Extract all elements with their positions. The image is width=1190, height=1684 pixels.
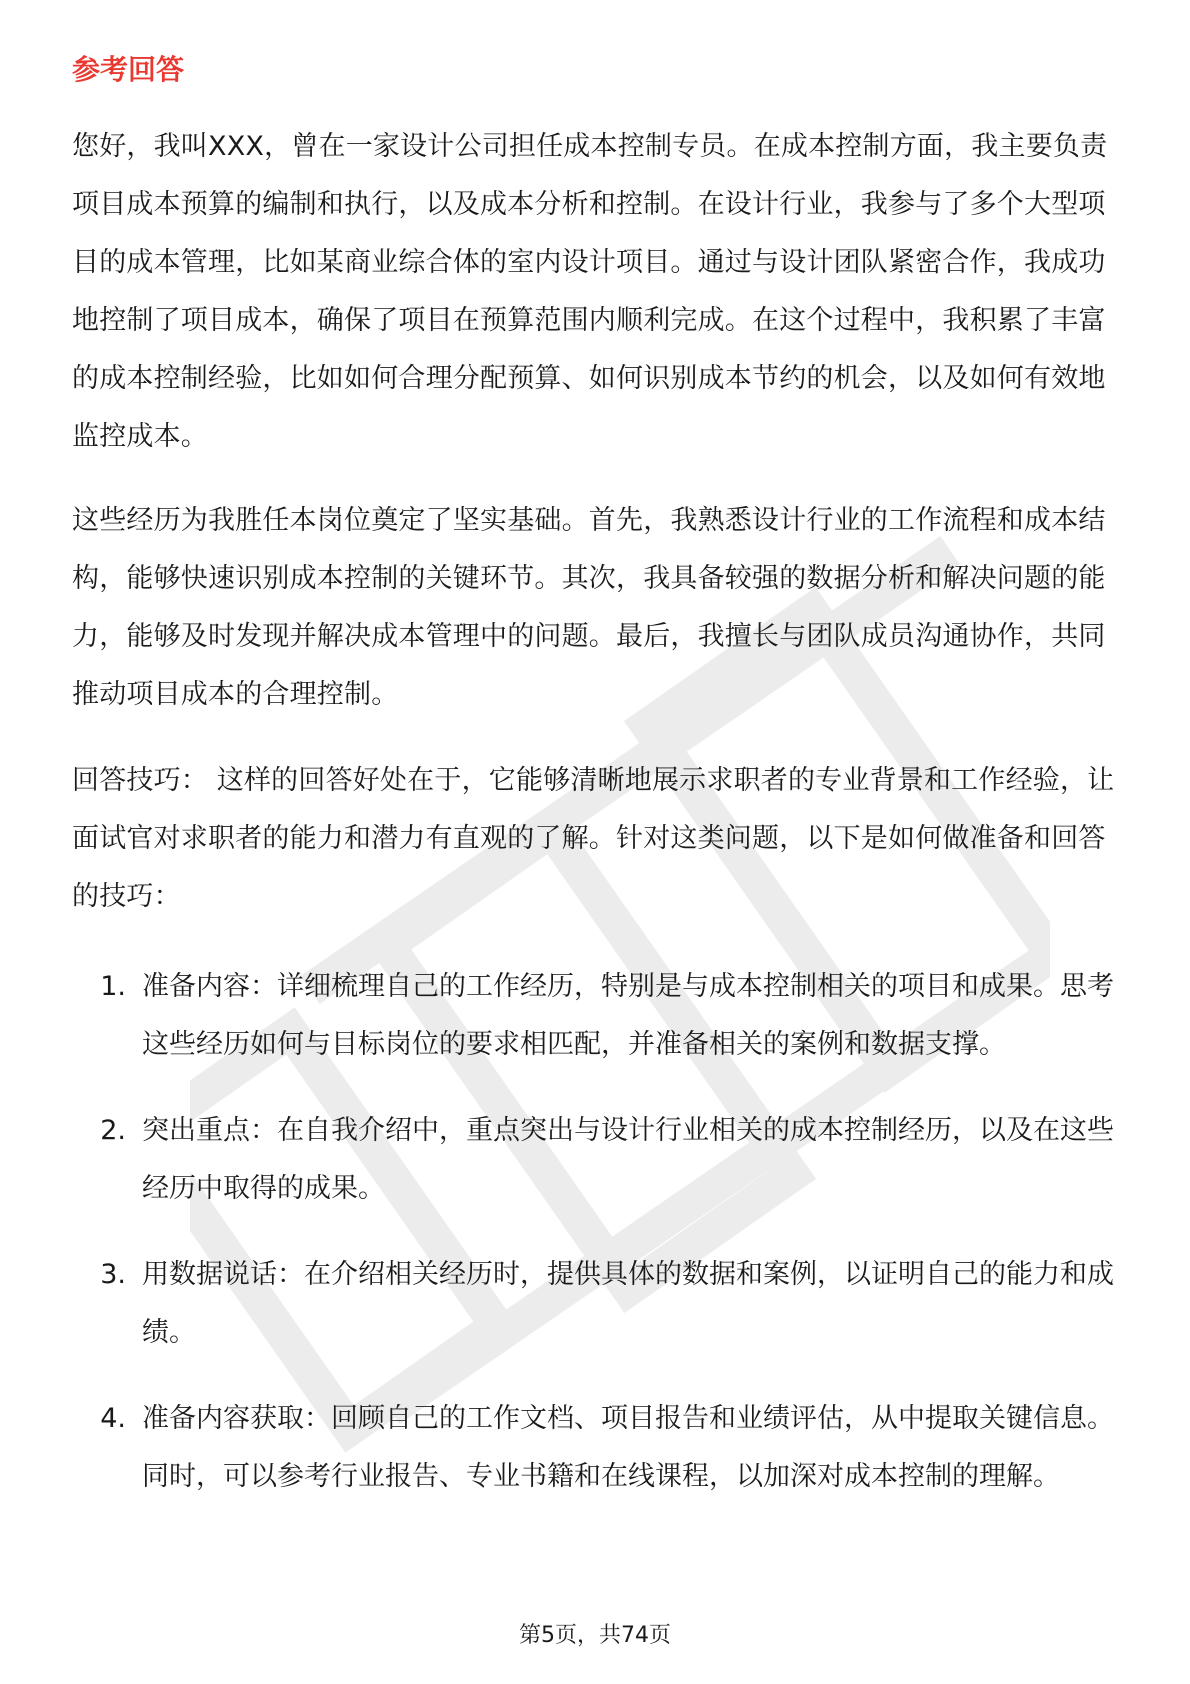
answer-paragraph-2: 这些经历为我胜任本岗位奠定了坚实基础。首先，我熟悉设计行业的工作流程和成本结构，能够快速识别成本控制的关键环节。其次，我具备较强的数据分析和解决问题的能力，能够及时发现并解决成本管理中的问题。最后，我擅长与团队成员沟通协作，共同推动项目成本的合理控制。 [72,505,1106,710]
list-item-text: 准备内容获取：回顾自己的工作文档、项目报告和业绩评估，从中提取关键信息。同时，可以参考行业报告、专业书籍和在线课程，以加深对成本控制的理解。 [142,1403,1114,1492]
list-item-number: 2. [100,1115,126,1146]
tips-paragraph: 回答技巧： 这样的回答好处在于，它能够清晰地展示求职者的专业背景和工作经验，让面试官对求职者的能力和潜力有直观的了解。针对这类问题，以下是如何做准备和回答的技巧： [72,765,1115,912]
page-footer: 第5页，共74页 [519,1623,671,1648]
list-item-text: 准备内容：详细梳理自己的工作经历，特别是与成本控制相关的项目和成果。思考这些经历如何与目标岗位的要求相匹配，并准备相关的案例和数据支撑。 [142,971,1114,1060]
list-item [72,1246,1120,1362]
list-item-text: 用数据说话：在介绍相关经历时，提供具体的数据和案例，以证明自己的能力和成绩。 [142,1259,1114,1348]
list-item-number: 1. [100,971,126,1002]
list-item [72,958,1120,1074]
section-heading: 参考回答 [72,53,185,86]
list-item-number: 3. [100,1259,126,1290]
list-item-number: 4. [100,1403,126,1434]
answer-paragraph-1: 您好，我叫XXX，曾在一家设计公司担任成本控制专员。在成本控制方面，我主要负责项目成本预算的编制和执行，以及成本分析和控制。在设计行业，我参与了多个大型项目的成本管理，比如某商业综合体的室内设计项目。通过与设计团队紧密合作，我成功地控制了项目成本，确保了项目在预算范围内顺利完成。在这个过程中，我积累了丰富的成本控制经验，比如如何合理分配预算、如何识别成本节约的机会，以及如何有效地监控成本。 [72,131,1108,452]
list-item-text: 突出重点：在自我介绍中，重点突出与设计行业相关的成本控制经历，以及在这些经历中取得的成果。 [142,1115,1114,1204]
list-item [72,1390,1120,1506]
list-item [72,1102,1120,1218]
